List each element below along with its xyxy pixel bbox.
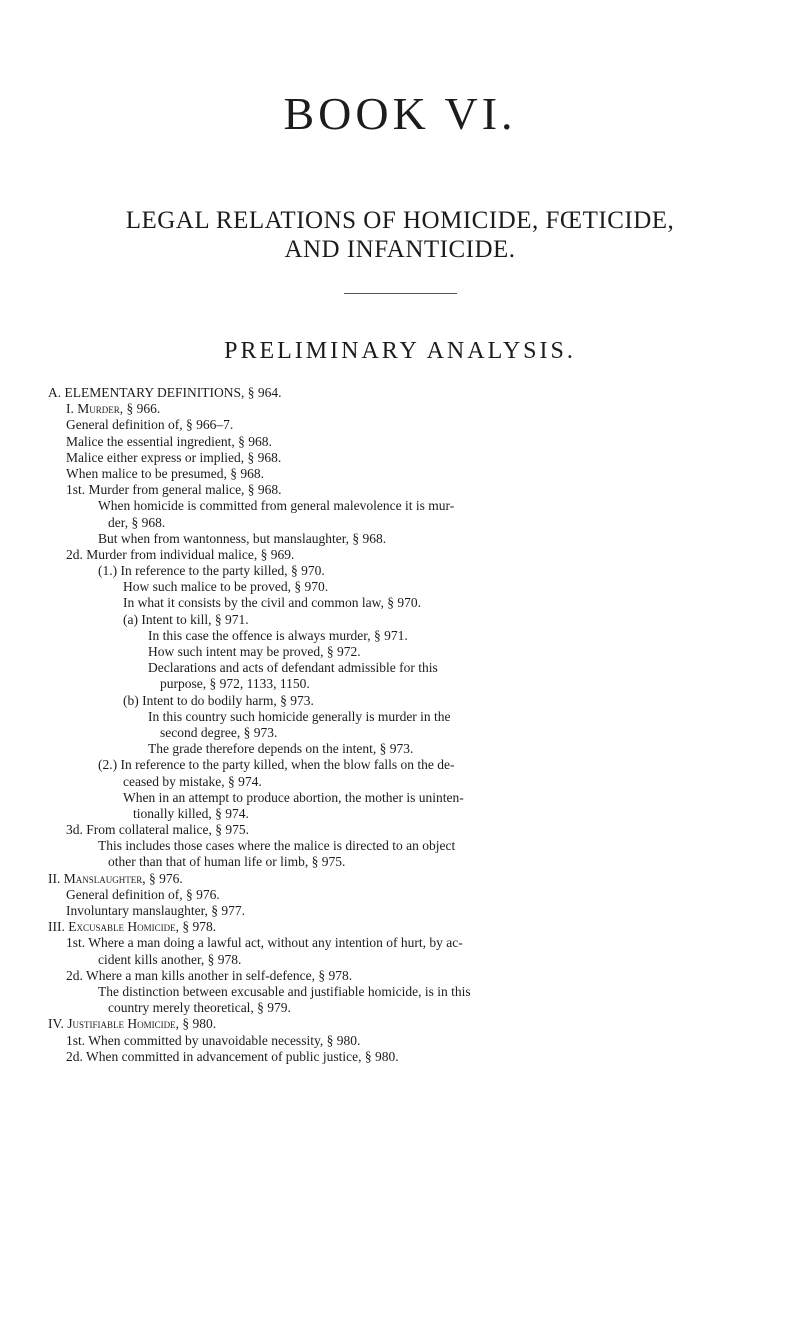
- book-title-line-1: LEGAL RELATIONS OF HOMICIDE, FŒTICIDE,: [125, 207, 675, 234]
- outline-line: 2d. When committed in advancement of public justice, § 980.: [66, 1048, 399, 1064]
- outline-line: (b) Intent to do bodily harm, § 973.: [123, 692, 314, 708]
- outline-line: ceased by mistake, § 974.: [123, 773, 262, 789]
- outline-line: IV. Justifiable Homicide, § 980.: [48, 1016, 217, 1032]
- outline-line: How such intent may be proved, § 972.: [148, 644, 361, 659]
- divider-rule: [344, 293, 457, 294]
- outline-line: In this country such homicide generally is murder in the: [148, 708, 451, 724]
- outline-line: (2.) In reference to the party killed, when the blow falls on the de-: [98, 757, 455, 773]
- outline-line: The grade therefore depends on the intent, § 973.: [148, 741, 414, 757]
- analysis-outline: [48, 385, 788, 1065]
- book-number-heading: BOOK VI.: [283, 88, 517, 139]
- outline-line: General definition of, § 966–7.: [66, 417, 234, 433]
- outline-line: (a) Intent to kill, § 971.: [123, 611, 249, 627]
- outline-line: When in an attempt to produce abortion, the mother is uninten-: [123, 789, 464, 805]
- outline-line: This includes those cases where the malice is directed to an object: [98, 838, 456, 854]
- outline-line: But when from wantonness, but manslaughter, § 968.: [98, 530, 387, 546]
- outline-line: In what it consists by the civil and common law, § 970.: [123, 595, 421, 611]
- outline-line: Malice either express or implied, § 968.: [66, 449, 282, 465]
- outline-line: cident kills another, § 978.: [98, 951, 242, 967]
- outline-line: II. Manslaughter, § 976.: [48, 870, 183, 886]
- outline-line: In this case the offence is always murder, § 971.: [148, 627, 408, 643]
- outline-line: 3d. From collateral malice, § 975.: [66, 822, 249, 838]
- analysis-heading: PRELIMINARY ANALYSIS.: [224, 338, 576, 364]
- outline-line: A. ELEMENTARY DEFINITIONS, § 964.: [48, 385, 282, 400]
- outline-line: How such malice to be proved, § 970.: [123, 579, 329, 595]
- outline-line: purpose, § 972, 1133, 1150.: [160, 676, 310, 692]
- outline-line: The distinction between excusable and justifiable homicide, is in this: [98, 983, 471, 999]
- outline-line: (1.) In reference to the party killed, § 970.: [98, 563, 325, 579]
- outline-line: der, § 968.: [108, 514, 166, 530]
- outline-line: III. Excusable Homicide, § 978.: [48, 919, 217, 935]
- outline-line: Malice the essential ingredient, § 968.: [66, 433, 272, 449]
- outline-line: Involuntary manslaughter, § 977.: [66, 903, 246, 918]
- outline-line: When malice to be presumed, § 968.: [66, 465, 264, 481]
- book-title-line-2: AND INFANTICIDE.: [284, 236, 516, 263]
- outline-line: General definition of, § 976.: [66, 886, 220, 902]
- book-title: [0, 206, 800, 264]
- outline-line: country merely theoretical, § 979.: [108, 1000, 291, 1016]
- outline-line: Declarations and acts of defendant admissible for this: [148, 660, 438, 676]
- outline-line: 2d. Where a man kills another in self-defence, § 978.: [66, 967, 353, 983]
- outline-line: When homicide is committed from general malevolence it is mur-: [98, 498, 455, 514]
- outline-line: 1st. Where a man doing a lawful act, without any intention of hurt, by ac-: [66, 935, 463, 951]
- outline-line: other than that of human life or limb, § 975.: [108, 854, 346, 870]
- outline-line: 2d. Murder from individual malice, § 969.: [66, 546, 295, 562]
- outline-line: tionally killed, § 974.: [133, 805, 249, 821]
- outline-line: 1st. Murder from general malice, § 968.: [66, 482, 282, 498]
- outline-line: 1st. When committed by unavoidable necessity, § 980.: [66, 1032, 361, 1048]
- outline-line: second degree, § 973.: [160, 724, 278, 740]
- outline-line: I. Murder, § 966.: [66, 401, 161, 417]
